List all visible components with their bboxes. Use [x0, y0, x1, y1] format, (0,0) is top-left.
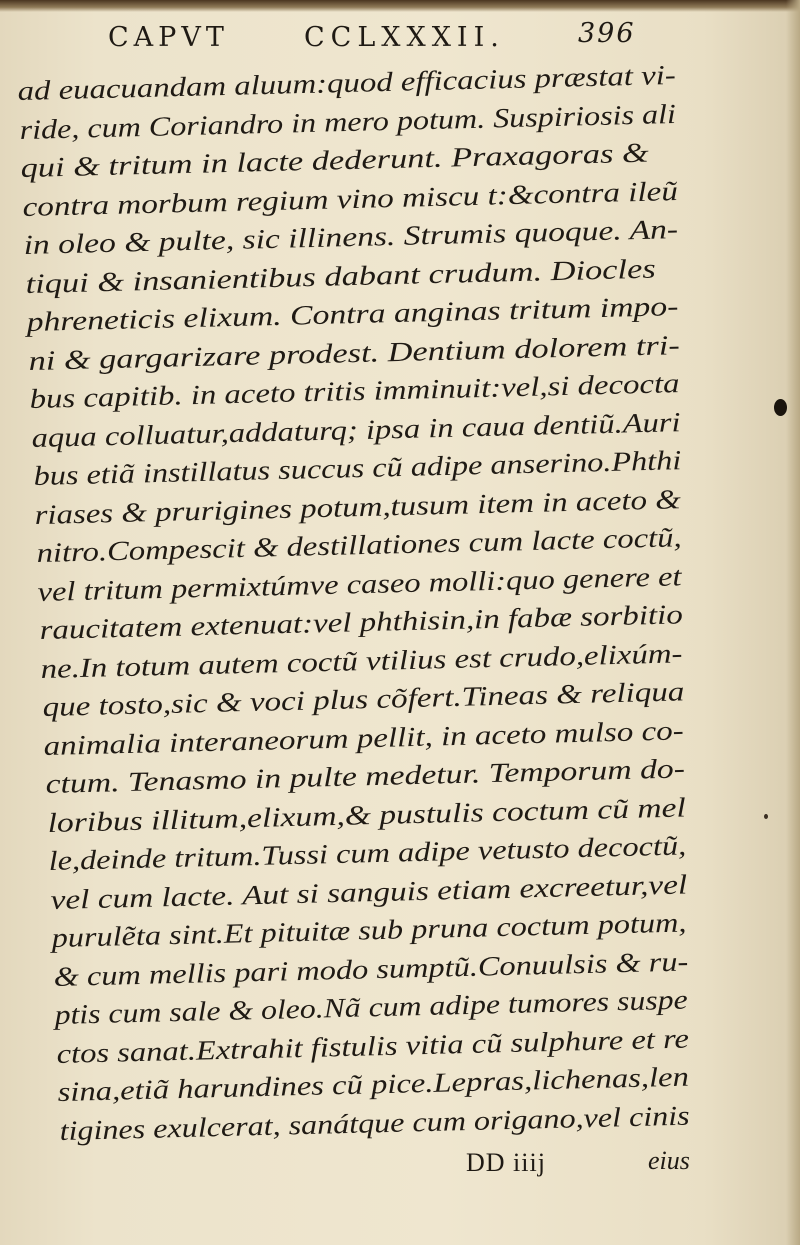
text-line: loribus illitum,elixum,& pustulis coctum cũ mel [46, 791, 686, 838]
text-line: ptis cum sale & oleo.Nã cum adipe tumores suspe [54, 983, 689, 1031]
text-line: nitro.Compescit & destillationes cum lacte coctũ, [35, 521, 682, 569]
text-line: vel tritum permixtúmve caseo molli:quo genere et [37, 560, 683, 607]
text-line: aqua colluatur,addaturq; ipsa in caua dentiũ.Auri [31, 405, 681, 453]
text-line: ctos sanat.Extrahit fistulis vitia cũ sulphure et re [56, 1022, 690, 1069]
text-line: ni & gargarizare prodest. Dentium dolorem tri- [28, 328, 680, 376]
text-line: ad euacuandam aluum:quod efficacius præstat vi- [17, 58, 677, 106]
text-line: tiqui & insanientibus dabant crudum. Diocles [25, 252, 656, 299]
text-line: ne.In totum autem coctũ vtilius est crudo,elixúm- [40, 637, 684, 684]
text-line: raucitatem extenuat:vel phthisin,in fabæ sorbitio [39, 598, 683, 646]
running-head: CAPVT [108, 22, 229, 53]
text-line: qui & tritum in lacte dederunt. Praxagoras & [20, 136, 650, 184]
text-line: riases & prurigines potum,tusum item in aceto & [34, 482, 682, 530]
text-line: in oleo & pulte, sic illinens. Strumis quoque. An- [23, 213, 679, 261]
signature-mark: DD iiij [466, 1148, 546, 1177]
text-line: ctum. Tenasmo in pulte medetur. Temporum do- [45, 752, 686, 800]
text-line: purulẽta sint.Et pituitæ sub pruna coctum potum, [51, 906, 687, 954]
catchword: eius [648, 1146, 690, 1175]
text-line: sina,etiã harundines cũ pice.Lepras,lichenas,len [57, 1061, 690, 1108]
text-line: le,deinde tritum.Tussi cum adipe vetusto decoctũ, [48, 829, 687, 877]
text-line: bus capitib. in aceto tritis imminuit:vel,si decocta [29, 367, 681, 415]
text-line: phreneticis elixum. Contra anginas tritum impo- [26, 290, 680, 338]
text-line: contra morbum regium vino miscu t:&contra ileũ [21, 174, 678, 222]
text-line: ride, cum Coriandro in mero potum. Suspiriosis ali [18, 97, 676, 145]
text-line: bus etiã instillatus succus cũ adipe anserino.Phthi [32, 444, 682, 492]
ink-speck [764, 814, 768, 819]
text-line: tigines exulcerat, sanátque cum origano,vel cinis [59, 1099, 690, 1146]
folio-number: 396 [578, 18, 636, 49]
ink-blot [774, 399, 787, 416]
text-line: que tosto,sic & voci plus cõfert.Tineas & reliqua [42, 675, 685, 723]
text-line: vel cum lacte. Aut si sanguis etiam excreetur,vel [49, 868, 688, 915]
text-line: & cum mellis pari modo sumptũ.Conuulsis & ru- [53, 945, 689, 992]
chapter-numeral: CCLXXXII. [304, 22, 505, 53]
text-line: animalia interaneorum pellit, in aceto mulso co- [43, 714, 685, 761]
